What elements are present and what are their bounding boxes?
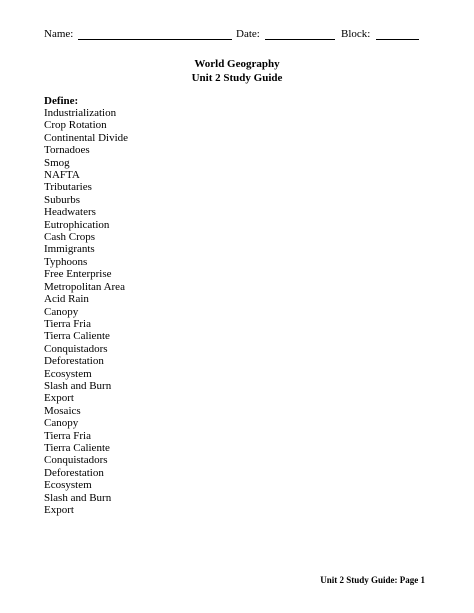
vocabulary-term: Continental Divide	[44, 131, 129, 144]
vocabulary-term: Export	[44, 392, 74, 405]
vocabulary-term: Tierra Fria	[44, 317, 91, 330]
vocabulary-term: Conquistadors	[44, 342, 108, 355]
vocabulary-term: Smog	[44, 156, 70, 169]
vocabulary-term: Crop Rotation	[44, 119, 107, 132]
vocabulary-term: Mosaics	[44, 404, 81, 417]
vocabulary-term: Canopy	[44, 305, 79, 318]
vocabulary-term: NAFTA	[44, 169, 80, 182]
course-title: World Geography	[194, 58, 280, 70]
document-title	[0, 57, 474, 85]
vocabulary-term: Headwaters	[44, 206, 96, 219]
block-label: Block:	[341, 28, 371, 40]
vocabulary-term: Eutrophication	[44, 218, 110, 231]
vocabulary-term: Canopy	[44, 417, 79, 430]
vocabulary-term: Tierra Caliente	[44, 441, 110, 454]
date-blank-line	[265, 39, 335, 40]
name-blank-line	[78, 39, 232, 40]
date-label: Date:	[236, 28, 260, 40]
guide-title: Unit 2 Study Guide	[191, 72, 283, 84]
vocabulary-term: Immigrants	[44, 243, 95, 256]
name-label: Name:	[44, 28, 74, 40]
vocabulary-term: Deforestation	[44, 466, 104, 479]
vocabulary-term: Industrialization	[44, 107, 117, 119]
vocabulary-term: Tornadoes	[44, 144, 90, 157]
vocabulary-term: Ecosystem	[44, 367, 92, 380]
vocabulary-term: Tierra Fria	[44, 429, 91, 442]
vocabulary-list	[44, 107, 128, 516]
vocabulary-term: Suburbs	[44, 193, 81, 206]
student-info-header	[44, 26, 434, 42]
block-blank-line	[376, 39, 419, 40]
vocabulary-term: Typhoons	[44, 255, 88, 268]
vocabulary-term: Cash Crops	[44, 231, 96, 244]
vocabulary-term: Metropolitan Area	[44, 280, 125, 293]
vocabulary-term: Slash and Burn	[44, 491, 112, 504]
vocabulary-term: Deforestation	[44, 355, 104, 368]
vocabulary-term: Ecosystem	[44, 479, 92, 492]
vocabulary-term: Tierra Caliente	[44, 330, 110, 343]
vocabulary-term: Acid Rain	[44, 293, 89, 306]
vocabulary-term: Free Enterprise	[44, 268, 112, 281]
vocabulary-term: Slash and Burn	[44, 379, 112, 392]
vocabulary-term: Export	[44, 504, 74, 516]
page-footer: Unit 2 Study Guide: Page 1	[320, 575, 425, 585]
vocabulary-term: Tributaries	[44, 181, 92, 194]
vocabulary-term: Conquistadors	[44, 454, 108, 467]
define-heading: Define:	[44, 95, 79, 107]
